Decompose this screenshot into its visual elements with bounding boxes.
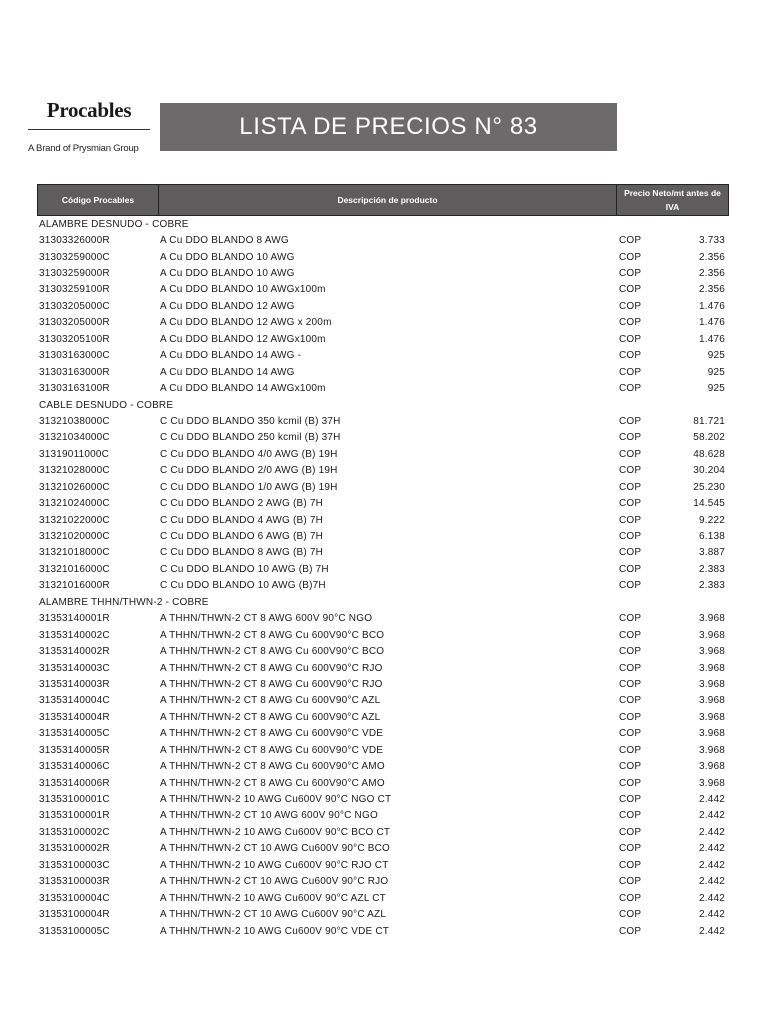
product-description: A THHN/THWN-2 CT 8 AWG Cu 600V90°C BCO bbox=[160, 629, 385, 641]
product-code: 31353100001C bbox=[39, 794, 110, 806]
table-row bbox=[39, 430, 729, 446]
table-row bbox=[39, 249, 729, 265]
product-description: A THHN/THWN-2 CT 8 AWG Cu 600V90°C RJO bbox=[160, 678, 383, 690]
table-row bbox=[39, 742, 729, 758]
price-table-body bbox=[39, 216, 729, 939]
product-code: 31353100004C bbox=[39, 892, 110, 904]
currency: COP bbox=[619, 498, 642, 510]
currency: COP bbox=[619, 465, 642, 477]
currency: COP bbox=[619, 268, 642, 280]
product-description: A THHN/THWN-2 10 AWG Cu600V 90°C VDE CT bbox=[160, 925, 390, 937]
product-description: A THHN/THWN-2 CT 8 AWG Cu 600V90°C AZL bbox=[160, 695, 381, 707]
product-price: 2.442 bbox=[698, 909, 725, 921]
currency: COP bbox=[619, 892, 642, 904]
product-price: 3.887 bbox=[698, 547, 725, 559]
product-price: 2.383 bbox=[698, 563, 725, 575]
table-row bbox=[39, 775, 729, 791]
currency: COP bbox=[619, 481, 642, 493]
currency: COP bbox=[619, 925, 642, 937]
product-code: 31303205000C bbox=[39, 300, 110, 312]
product-code: 31353140001R bbox=[39, 613, 110, 625]
table-row bbox=[39, 923, 729, 939]
page-title: LISTA DE PRECIOS N° 83 bbox=[160, 103, 617, 151]
product-price: 925 bbox=[707, 350, 725, 362]
product-code: 31321034000C bbox=[39, 432, 110, 444]
section-title: ALAMBRE THHN/THWN-2 - COBRE bbox=[39, 596, 209, 608]
product-code: 31321022000C bbox=[39, 514, 110, 526]
product-description: C Cu DDO BLANDO 2 AWG (B) 7H bbox=[160, 498, 324, 510]
table-row bbox=[39, 906, 729, 922]
table-row bbox=[39, 611, 729, 627]
table-row bbox=[39, 528, 729, 544]
product-description: C Cu DDO BLANDO 10 AWG (B)7H bbox=[160, 580, 326, 592]
product-code: 31353140003C bbox=[39, 662, 110, 674]
product-description: A Cu DDO BLANDO 12 AWG x 200m bbox=[160, 317, 332, 329]
table-row bbox=[39, 512, 729, 528]
product-description: C Cu DDO BLANDO 10 AWG (B) 7H bbox=[160, 563, 329, 575]
table-row bbox=[39, 676, 729, 692]
product-price: 3.968 bbox=[698, 613, 725, 625]
product-code: 31353100001R bbox=[39, 810, 110, 822]
product-code: 31303205100R bbox=[39, 333, 110, 345]
table-row bbox=[39, 495, 729, 511]
currency: COP bbox=[619, 531, 642, 543]
product-code: 31353140002C bbox=[39, 629, 110, 641]
product-description: A Cu DDO BLANDO 12 AWG bbox=[160, 300, 295, 312]
product-description: A THHN/THWN-2 10 AWG Cu600V 90°C RJO CT bbox=[160, 859, 389, 871]
product-description: C Cu DDO BLANDO 1/0 AWG (B) 19H bbox=[160, 481, 338, 493]
product-code: 31321016000C bbox=[39, 563, 110, 575]
product-code: 31303163000R bbox=[39, 366, 110, 378]
product-description: A THHN/THWN-2 10 AWG Cu600V 90°C NGO CT bbox=[160, 794, 392, 806]
product-description: A THHN/THWN-2 10 AWG Cu600V 90°C AZL CT bbox=[160, 892, 386, 904]
product-price: 2.442 bbox=[698, 925, 725, 937]
product-price: 2.442 bbox=[698, 826, 725, 838]
table-row bbox=[39, 463, 729, 479]
table-row bbox=[39, 578, 729, 594]
currency: COP bbox=[619, 563, 642, 575]
product-description: C Cu DDO BLANDO 4 AWG (B) 7H bbox=[160, 514, 324, 526]
currency: COP bbox=[619, 695, 642, 707]
product-code: 31303205000R bbox=[39, 317, 110, 329]
product-price: 48.628 bbox=[693, 448, 725, 460]
product-description: C Cu DDO BLANDO 8 AWG (B) 7H bbox=[160, 547, 324, 559]
table-row bbox=[39, 660, 729, 676]
currency: COP bbox=[619, 333, 642, 345]
currency: COP bbox=[619, 580, 642, 592]
product-description: C Cu DDO BLANDO 4/0 AWG (B) 19H bbox=[160, 448, 338, 460]
table-row bbox=[39, 841, 729, 857]
section-header bbox=[39, 397, 729, 413]
product-price: 14.545 bbox=[693, 498, 725, 510]
product-code: 31353140004C bbox=[39, 695, 110, 707]
product-price: 1.476 bbox=[698, 317, 725, 329]
table-row bbox=[39, 545, 729, 561]
product-description: A THHN/THWN-2 CT 8 AWG Cu 600V90°C AMO bbox=[160, 761, 385, 773]
brand-name: Procables bbox=[46, 98, 132, 122]
table-row bbox=[39, 857, 729, 873]
table-row bbox=[39, 348, 729, 364]
currency: COP bbox=[619, 235, 642, 247]
product-price: 6.138 bbox=[698, 531, 725, 543]
brand-divider bbox=[28, 129, 150, 130]
table-row bbox=[39, 693, 729, 709]
currency: COP bbox=[619, 678, 642, 690]
table-row bbox=[39, 874, 729, 890]
product-price: 3.968 bbox=[698, 662, 725, 674]
product-description: C Cu DDO BLANDO 250 kcmil (B) 37H bbox=[160, 432, 341, 444]
product-description: A THHN/THWN-2 CT 8 AWG Cu 600V90°C VDE bbox=[160, 728, 384, 740]
table-row bbox=[39, 890, 729, 906]
product-price: 25.230 bbox=[693, 481, 725, 493]
table-row bbox=[39, 791, 729, 807]
table-row bbox=[39, 380, 729, 396]
product-description: A THHN/THWN-2 CT 8 AWG Cu 600V90°C AZL bbox=[160, 711, 381, 723]
section-header bbox=[39, 216, 729, 232]
product-code: 31353100004R bbox=[39, 909, 110, 921]
product-code: 31353140003R bbox=[39, 678, 110, 690]
product-description: A Cu DDO BLANDO 10 AWGx100m bbox=[160, 284, 326, 296]
product-price: 1.476 bbox=[698, 300, 725, 312]
product-description: A THHN/THWN-2 CT 8 AWG Cu 600V90°C RJO bbox=[160, 662, 383, 674]
product-code: 31321016000R bbox=[39, 580, 110, 592]
table-row bbox=[39, 709, 729, 725]
currency: COP bbox=[619, 448, 642, 460]
table-row bbox=[39, 265, 729, 281]
product-price: 925 bbox=[707, 383, 725, 395]
product-code: 31353140004R bbox=[39, 711, 110, 723]
currency: COP bbox=[619, 744, 642, 756]
product-price: 3.968 bbox=[698, 728, 725, 740]
product-description: C Cu DDO BLANDO 6 AWG (B) 7H bbox=[160, 531, 324, 543]
product-price: 3.968 bbox=[698, 695, 725, 707]
product-code: 31321018000C bbox=[39, 547, 110, 559]
table-row bbox=[39, 758, 729, 774]
currency: COP bbox=[619, 514, 642, 526]
product-description: A Cu DDO BLANDO 14 AWGx100m bbox=[160, 383, 326, 395]
product-code: 31303326000R bbox=[39, 235, 110, 247]
currency: COP bbox=[619, 728, 642, 740]
header-description: Descripción de producto bbox=[159, 185, 617, 215]
product-description: A Cu DDO BLANDO 8 AWG bbox=[160, 235, 289, 247]
product-code: 31321020000C bbox=[39, 531, 110, 543]
table-row bbox=[39, 446, 729, 462]
currency: COP bbox=[619, 366, 642, 378]
product-code: 31303163100R bbox=[39, 383, 110, 395]
product-code: 31353100005C bbox=[39, 925, 110, 937]
product-code: 31303259000R bbox=[39, 268, 110, 280]
product-price: 3.968 bbox=[698, 777, 725, 789]
product-code: 31321026000C bbox=[39, 481, 110, 493]
currency: COP bbox=[619, 251, 642, 263]
table-row bbox=[39, 232, 729, 248]
product-description: A THHN/THWN-2 CT 10 AWG Cu600V 90°C BCO bbox=[160, 843, 391, 855]
currency: COP bbox=[619, 415, 642, 427]
table-row bbox=[39, 413, 729, 429]
product-description: C Cu DDO BLANDO 2/0 AWG (B) 19H bbox=[160, 465, 338, 477]
product-code: 31321028000C bbox=[39, 465, 110, 477]
product-price: 3.968 bbox=[698, 744, 725, 756]
product-code: 31353140006C bbox=[39, 761, 110, 773]
table-row bbox=[39, 479, 729, 495]
product-price: 3.968 bbox=[698, 678, 725, 690]
currency: COP bbox=[619, 629, 642, 641]
product-price: 925 bbox=[707, 366, 725, 378]
product-price: 2.442 bbox=[698, 794, 725, 806]
currency: COP bbox=[619, 810, 642, 822]
currency: COP bbox=[619, 646, 642, 658]
product-code: 31353100002C bbox=[39, 826, 110, 838]
product-code: 31353140005C bbox=[39, 728, 110, 740]
currency: COP bbox=[619, 843, 642, 855]
product-description: A Cu DDO BLANDO 10 AWG bbox=[160, 251, 295, 263]
product-price: 2.442 bbox=[698, 843, 725, 855]
product-price: 3.733 bbox=[698, 235, 725, 247]
product-description: A Cu DDO BLANDO 14 AWG - bbox=[160, 350, 302, 362]
product-price: 1.476 bbox=[698, 333, 725, 345]
product-price: 2.442 bbox=[698, 892, 725, 904]
currency: COP bbox=[619, 350, 642, 362]
currency: COP bbox=[619, 662, 642, 674]
product-code: 31303259000C bbox=[39, 251, 110, 263]
table-row bbox=[39, 331, 729, 347]
currency: COP bbox=[619, 777, 642, 789]
section-header bbox=[39, 594, 729, 610]
product-description: A THHN/THWN-2 CT 8 AWG Cu 600V90°C VDE bbox=[160, 744, 384, 756]
header-price: Precio Neto/mt antes de IVA bbox=[624, 188, 721, 212]
product-code: 31353100003C bbox=[39, 859, 110, 871]
brand-logo bbox=[28, 97, 150, 154]
table-row bbox=[39, 561, 729, 577]
brand-tagline: A Brand of Prysmian Group bbox=[28, 143, 139, 154]
product-price: 81.721 bbox=[693, 415, 725, 427]
product-code: 31353140006R bbox=[39, 777, 110, 789]
currency: COP bbox=[619, 284, 642, 296]
product-price: 30.204 bbox=[693, 465, 725, 477]
product-code: 31353140002R bbox=[39, 646, 110, 658]
product-description: A THHN/THWN-2 CT 8 AWG 600V 90°C NGO bbox=[160, 613, 373, 625]
product-code: 31319011000C bbox=[39, 448, 110, 460]
product-price: 9.222 bbox=[698, 514, 725, 526]
product-code: 31321024000C bbox=[39, 498, 110, 510]
currency: COP bbox=[619, 909, 642, 921]
currency: COP bbox=[619, 613, 642, 625]
product-price: 2.442 bbox=[698, 859, 725, 871]
product-price: 3.968 bbox=[698, 646, 725, 658]
header-code: Código Procables bbox=[38, 185, 159, 215]
table-header bbox=[37, 184, 729, 216]
table-row bbox=[39, 824, 729, 840]
currency: COP bbox=[619, 300, 642, 312]
section-title: ALAMBRE DESNUDO - COBRE bbox=[39, 218, 189, 230]
currency: COP bbox=[619, 383, 642, 395]
product-code: 31353100003R bbox=[39, 876, 110, 888]
table-row bbox=[39, 643, 729, 659]
currency: COP bbox=[619, 761, 642, 773]
table-row bbox=[39, 364, 729, 380]
product-price: 2.442 bbox=[698, 810, 725, 822]
product-code: 31303163000C bbox=[39, 350, 110, 362]
product-price: 2.383 bbox=[698, 580, 725, 592]
product-price: 2.442 bbox=[698, 876, 725, 888]
product-description: A Cu DDO BLANDO 12 AWGx100m bbox=[160, 333, 326, 345]
product-description: C Cu DDO BLANDO 350 kcmil (B) 37H bbox=[160, 415, 341, 427]
product-description: A THHN/THWN-2 CT 10 AWG Cu600V 90°C RJO bbox=[160, 876, 389, 888]
product-code: 31353140005R bbox=[39, 744, 110, 756]
product-price: 3.968 bbox=[698, 711, 725, 723]
currency: COP bbox=[619, 432, 642, 444]
product-price: 58.202 bbox=[693, 432, 725, 444]
product-price: 2.356 bbox=[698, 284, 725, 296]
product-description: A THHN/THWN-2 10 AWG Cu600V 90°C BCO CT bbox=[160, 826, 391, 838]
product-price: 3.968 bbox=[698, 761, 725, 773]
table-row bbox=[39, 808, 729, 824]
product-price: 2.356 bbox=[698, 268, 725, 280]
product-description: A THHN/THWN-2 CT 10 AWG 600V 90°C NGO bbox=[160, 810, 378, 822]
product-description: A Cu DDO BLANDO 14 AWG bbox=[160, 366, 295, 378]
product-price: 2.356 bbox=[698, 251, 725, 263]
product-description: A THHN/THWN-2 CT 8 AWG Cu 600V90°C AMO bbox=[160, 777, 385, 789]
currency: COP bbox=[619, 859, 642, 871]
currency: COP bbox=[619, 826, 642, 838]
table-row bbox=[39, 298, 729, 314]
product-code: 31321038000C bbox=[39, 415, 110, 427]
currency: COP bbox=[619, 794, 642, 806]
product-description: A THHN/THWN-2 CT 8 AWG Cu 600V90°C BCO bbox=[160, 646, 385, 658]
product-code: 31303259100R bbox=[39, 284, 110, 296]
table-row bbox=[39, 315, 729, 331]
product-description: A THHN/THWN-2 CT 10 AWG Cu600V 90°C AZL bbox=[160, 909, 387, 921]
table-row bbox=[39, 726, 729, 742]
product-price: 3.968 bbox=[698, 629, 725, 641]
table-row bbox=[39, 627, 729, 643]
product-code: 31353100002R bbox=[39, 843, 110, 855]
currency: COP bbox=[619, 317, 642, 329]
table-row bbox=[39, 282, 729, 298]
section-title: CABLE DESNUDO - COBRE bbox=[39, 399, 174, 411]
currency: COP bbox=[619, 876, 642, 888]
currency: COP bbox=[619, 711, 642, 723]
currency: COP bbox=[619, 547, 642, 559]
product-description: A Cu DDO BLANDO 10 AWG bbox=[160, 268, 295, 280]
